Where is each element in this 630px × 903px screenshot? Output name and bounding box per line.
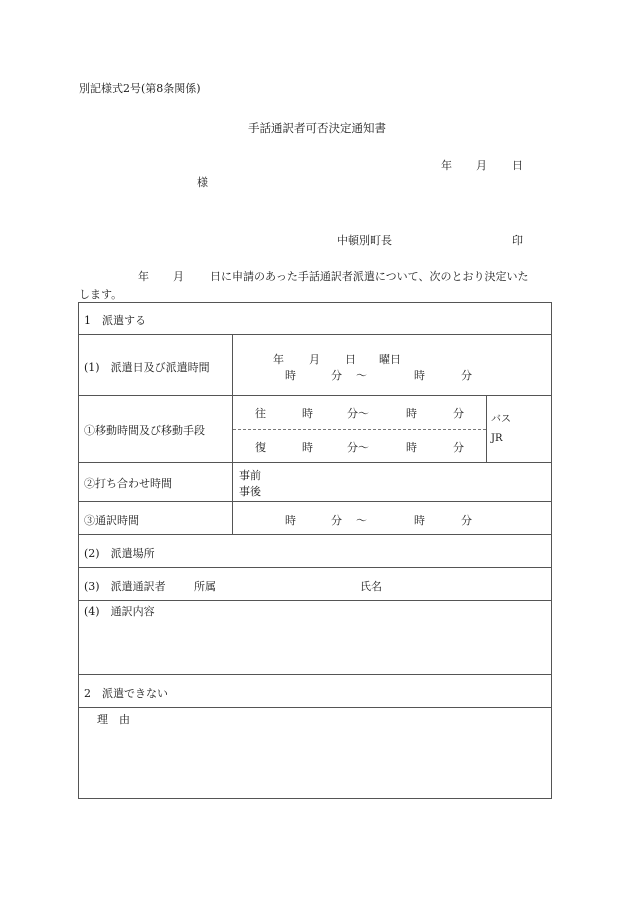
dispatch-place-label: (2) 派遣場所 — [84, 547, 155, 560]
return-end-hour: 時 — [406, 441, 417, 454]
addressee-suffix: 様 — [197, 176, 208, 189]
row-divider — [78, 395, 552, 396]
row-divider — [78, 674, 552, 675]
dispatch-tilde: ～ — [356, 369, 367, 382]
affiliation-label: 所属 — [194, 580, 216, 593]
column-divider — [486, 395, 487, 462]
transport-bus: バス — [491, 414, 511, 425]
dispatch-day: 日 — [345, 353, 356, 366]
section1-title: 1 派遣する — [84, 314, 146, 327]
return-start-hour: 時 — [302, 441, 313, 454]
seal-mark: 印 — [512, 234, 523, 247]
dispatch-weekday: 曜日 — [379, 353, 401, 366]
row-divider — [78, 707, 552, 708]
name-label: 氏名 — [360, 580, 382, 593]
dispatch-month: 月 — [309, 353, 320, 366]
interpretation-time-label: ③通訳時間 — [84, 514, 139, 527]
date-day: 日 — [512, 159, 523, 172]
row-divider — [78, 462, 552, 463]
travel-time-label: ①移動時間及び移動手段 — [84, 424, 205, 437]
issuer-name: 中頓別町長 — [337, 234, 392, 247]
interpretation-content-label: (4) 通訳内容 — [84, 605, 155, 618]
row-divider — [78, 600, 552, 601]
document-title: 手話通訳者可否決定通知書 — [248, 121, 386, 135]
row-divider — [78, 567, 552, 568]
intro-month: 月 — [173, 270, 184, 283]
dispatch-start-min: 分 — [331, 369, 342, 382]
reason-label: 理 由 — [97, 713, 130, 726]
interp-start-min: 分 — [331, 514, 342, 527]
interpreter-label: (3) 派遣通訳者 — [84, 580, 166, 593]
interp-end-hour: 時 — [414, 514, 425, 527]
row-divider — [78, 334, 552, 335]
dispatch-year: 年 — [273, 353, 284, 366]
intro-year: 年 — [138, 270, 149, 283]
dispatch-end-min: 分 — [461, 369, 472, 382]
section2-title: 2 派遣できない — [84, 687, 168, 700]
outbound-end-hour: 時 — [406, 407, 417, 420]
transport-jr: JR — [491, 433, 503, 444]
meeting-after: 事後 — [239, 485, 261, 498]
outbound-start-min: 分～ — [347, 407, 369, 420]
column-divider — [232, 334, 233, 534]
meeting-time-label: ②打ち合わせ時間 — [84, 477, 172, 490]
date-year: 年 — [441, 159, 452, 172]
meeting-before: 事前 — [239, 469, 261, 482]
date-month: 月 — [476, 159, 487, 172]
interp-tilde: ～ — [356, 514, 367, 527]
dispatch-start-hour: 時 — [285, 369, 296, 382]
form-number: 別記様式2号(第8条関係) — [79, 82, 201, 95]
dashed-divider — [233, 429, 486, 430]
intro-text-line2: します。 — [79, 288, 123, 301]
return-end-min: 分 — [453, 441, 464, 454]
interp-end-min: 分 — [461, 514, 472, 527]
outbound-end-min: 分 — [453, 407, 464, 420]
row-divider — [78, 534, 552, 535]
dispatch-date-label: (1) 派遣日及び派遣時間 — [84, 361, 210, 374]
outbound-label: 往 — [255, 407, 266, 420]
interp-start-hour: 時 — [285, 514, 296, 527]
return-label: 復 — [255, 441, 266, 454]
row-divider — [78, 501, 552, 502]
intro-text-line1: 日に申請のあった手話通訳者派遣について、次のとおり決定いた — [210, 270, 529, 283]
outbound-start-hour: 時 — [302, 407, 313, 420]
dispatch-end-hour: 時 — [414, 369, 425, 382]
return-start-min: 分～ — [347, 441, 369, 454]
